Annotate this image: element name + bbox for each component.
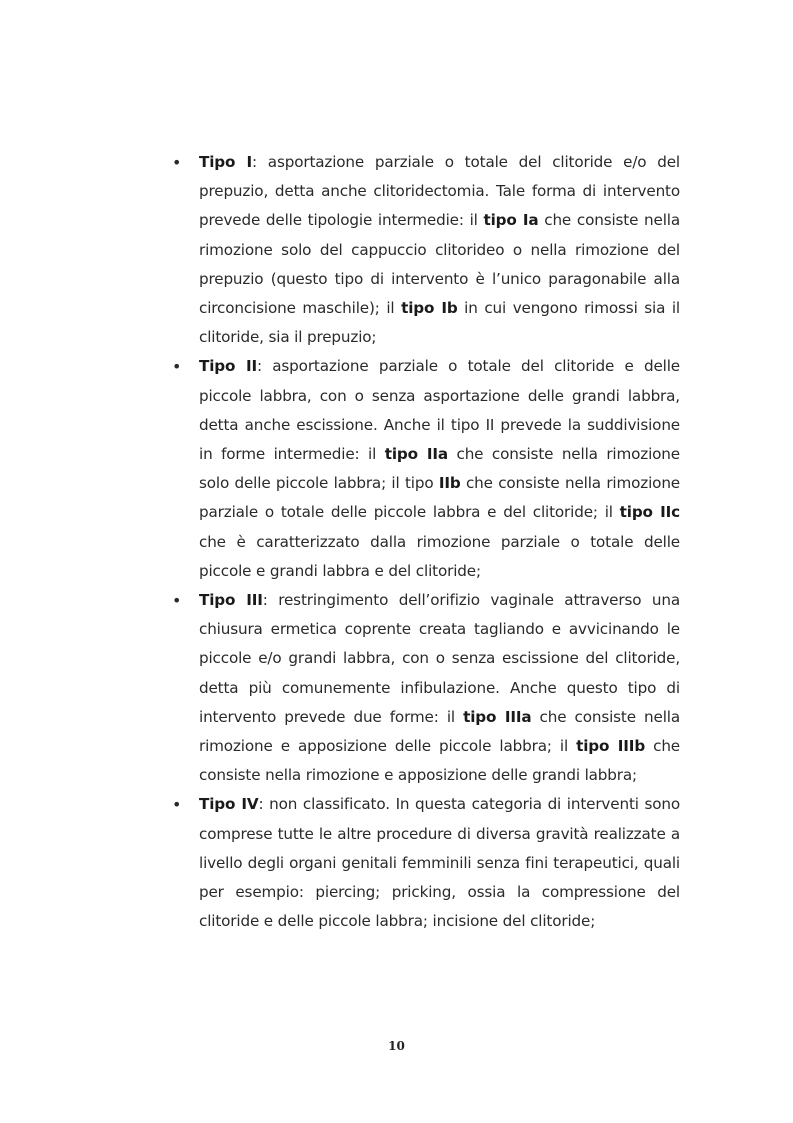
bullet-icon: • (172, 357, 182, 377)
item-text: : restringimento dell’orifizio vaginale attraverso una chiusura ermetica coprente creata tagliando e avvicinando le piccole e/o grandi labbra, con o senza escissione del clitoride, detta più comunemente infibulazione. Anche questo tipo di intervento prevede due forme: il (199, 591, 680, 726)
term-tipo-ii: Tipo II (199, 357, 258, 376)
bullet-icon: • (172, 591, 182, 611)
item-text: : non classificato. In questa categoria di interventi sono comprese tutte le altre procedure di diversa gravità realizzate a livello degli organi genitali femminili senza fini terapeutici, quali per esempio: piercing; pricking, ossia la compressione del clitoride e delle piccole labbra; incisione del clitoride; (199, 795, 681, 931)
bullet-icon: • (172, 795, 182, 815)
term-tipo-iiib: tipo IIIb (576, 737, 646, 756)
item-text: che consiste nella rimozione solo delle piccole labbra; il tipo (199, 445, 680, 493)
term-tipo-iv: Tipo IV (199, 795, 259, 814)
item-text: : asportazione parziale o totale del clitoride e delle piccole labbra, con o senza asportazione delle grandi labbra, detta anche escissione. Anche il tipo II prevede la suddivisione in forme intermedie: il (199, 357, 680, 464)
item-text: che consiste nella rimozione e apposizione delle grandi labbra; (199, 737, 680, 785)
term-tipo-i: Tipo I (199, 153, 253, 171)
type-list (168, 148, 680, 936)
term-tipo-iic: tipo IIc (619, 503, 680, 522)
term-tipo-ib: tipo Ib (401, 299, 458, 318)
bullet-icon: • (172, 153, 182, 172)
page-body (168, 148, 680, 936)
term-tipo-iiia: tipo IIIa (463, 707, 532, 726)
item-text: : asportazione parziale o totale del clitoride e/o del prepuzio, detta anche clitoridectomia. Tale forma di intervento prevede delle tipologie intermedie: il (199, 153, 680, 230)
term-iib: IIb (438, 474, 461, 493)
item-text: che consiste nella rimozione parziale o totale delle piccole labbra e del clitoride; il (199, 474, 680, 522)
item-text: che consiste nella rimozione e apposizione delle piccole labbra; il (199, 707, 680, 756)
term-tipo-ia: tipo Ia (483, 211, 539, 230)
list-item-tipo-i (168, 148, 680, 352)
term-tipo-iii: Tipo III (199, 591, 263, 610)
page-number: 10 (388, 1039, 405, 1053)
item-text: che è caratterizzato dalla rimozione parziale o totale delle piccole e grandi labbra e del clitoride; (199, 532, 680, 580)
term-tipo-iia: tipo IIa (384, 445, 448, 464)
list-item-tipo-iv (168, 790, 680, 936)
item-text: in cui vengono rimossi sia il clitoride, sia il prepuzio; (199, 299, 681, 347)
item-text: che consiste nella rimozione solo del cappuccio clitorideo o nella rimozione del prepuzio (questo tipo di intervento è l’unico paragonabile alla circoncisione maschile); il (199, 211, 681, 318)
list-item-tipo-iii (168, 586, 680, 790)
list-item-tipo-ii (168, 352, 680, 586)
